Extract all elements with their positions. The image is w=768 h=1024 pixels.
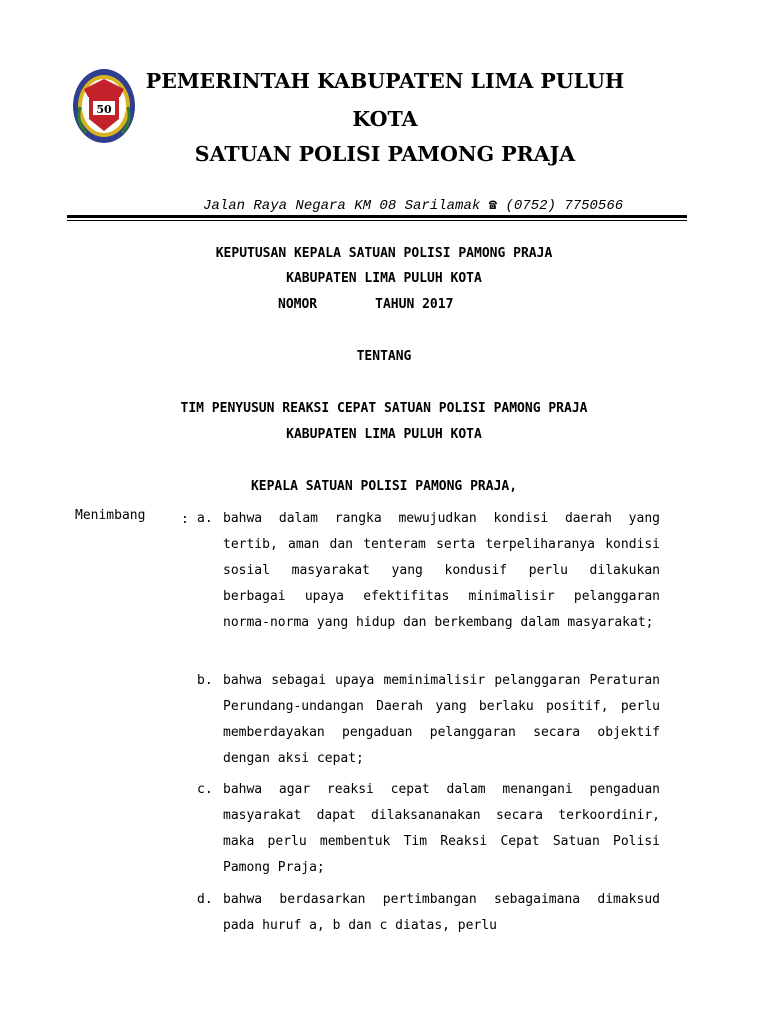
menimbang-colon: : <box>181 512 189 527</box>
item-c-letter: c. <box>197 782 213 797</box>
nomor-label: NOMOR <box>278 297 318 312</box>
phone-number: (0752) 7750566 <box>505 198 624 214</box>
subject-line-2: KABUPATEN LIMA PULUH KOTA <box>286 427 482 442</box>
menimbang-label: Menimbang <box>75 508 146 523</box>
decree-title-line-2: KABUPATEN LIMA PULUH KOTA <box>286 271 482 286</box>
telephone-icon: ☎ <box>488 198 498 214</box>
address-text: Jalan Raya Negara KM 08 Sarilamak <box>203 198 481 214</box>
letterhead-line-3: SATUAN POLISI PAMONG PRAJA <box>194 142 576 166</box>
address-line <box>203 197 623 215</box>
letterhead-line-2: KOTA <box>352 107 418 131</box>
tentang-heading: TENTANG <box>356 349 412 364</box>
item-a-text: bahwa dalam rangka mewujudkan kondisi daerah yang tertib, aman dan tenteram serta terpeliharanya kondisi sosial masyarakat yang kondusif perlu dilakukan berbagai upaya efektifitas minimalisir pelanggaran norma-norma yang hidup dan berkembang dalam masyarakat; <box>223 511 660 630</box>
letterhead-line-1: PEMERINTAH KABUPATEN LIMA PULUH <box>145 69 625 93</box>
tahun-label: TAHUN 2017 <box>375 297 454 312</box>
subject-line-1: TIM PENYUSUN REAKSI CEPAT SATUAN POLISI PAMONG PRAJA <box>180 401 588 416</box>
item-b-letter: b. <box>197 673 213 688</box>
item-d-letter: d. <box>197 892 213 907</box>
header-rule-thick <box>67 215 687 218</box>
emblem-icon <box>72 67 136 145</box>
decree-title-line-1: KEPUTUSAN KEPALA SATUAN POLISI PAMONG PRAJA <box>215 246 553 261</box>
item-a-letter: a. <box>197 511 213 526</box>
header-rule-thin <box>67 220 687 221</box>
item-c-text: bahwa agar reaksi cepat dalam menangani pengaduan masyarakat dapat dilaksananakan secara terkoordinir, maka perlu membentuk Tim Reaksi Cepat Satuan Polisi Pamong Praja; <box>223 782 660 875</box>
emblem-logo <box>72 67 136 145</box>
issuer-heading: KEPALA SATUAN POLISI PAMONG PRAJA, <box>250 479 518 494</box>
item-d-text: bahwa berdasarkan pertimbangan sebagaimana dimaksud pada huruf a, b dan c diatas, perlu <box>223 892 660 933</box>
decree-number-line <box>278 296 453 314</box>
item-b-text: bahwa sebagai upaya meminimalisir pelanggaran Peraturan Perundang-undangan Daerah yang berlaku positif, perlu memberdayakan pengaduan pelanggaran secara objektif dengan aksi cepat; <box>223 673 660 766</box>
emblem-number: 50 <box>96 103 112 116</box>
